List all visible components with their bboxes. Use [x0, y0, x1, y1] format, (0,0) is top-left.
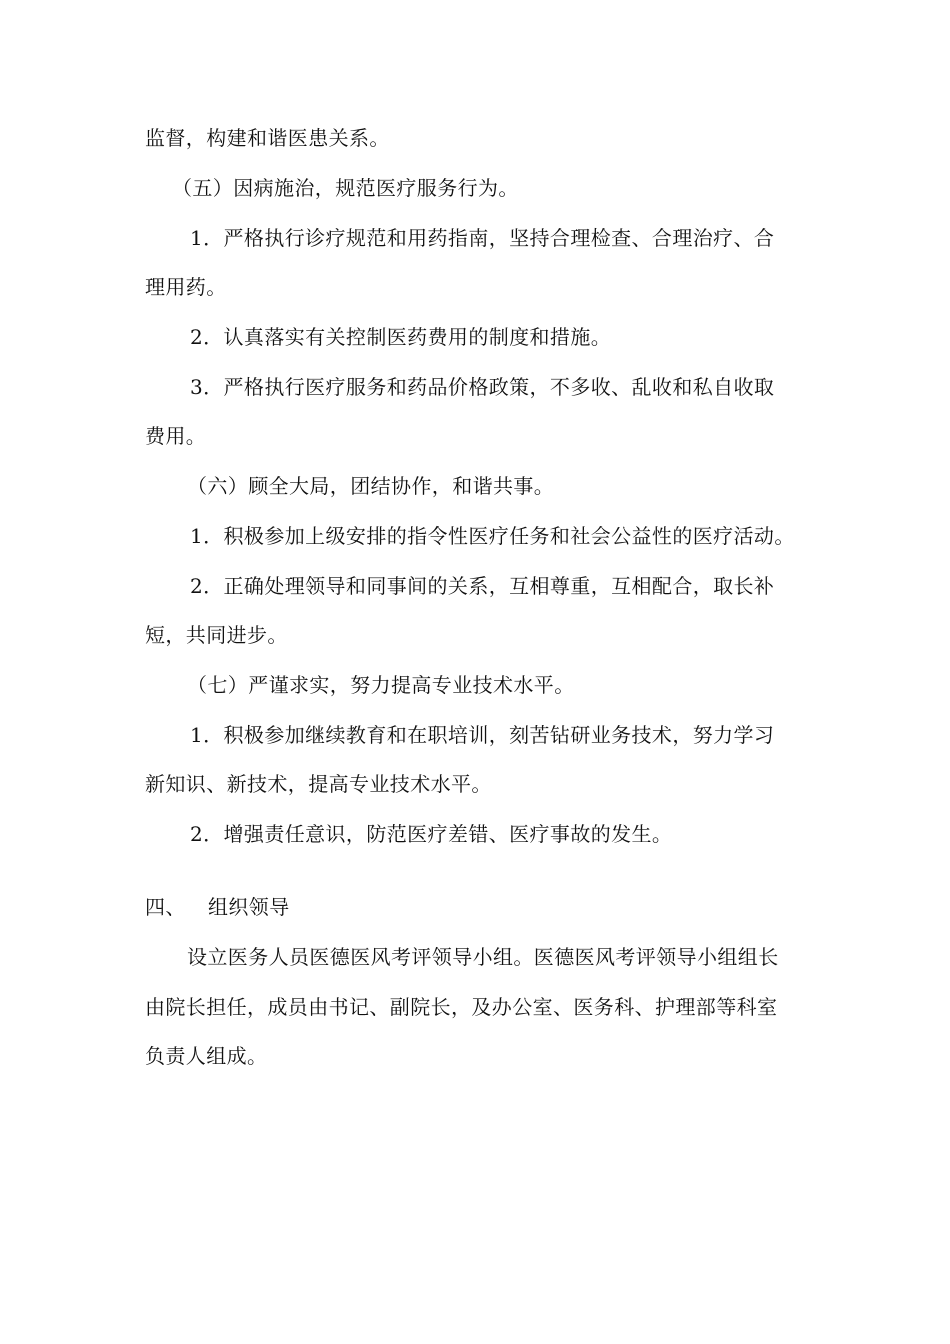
list-item-continuation: 理用药。 [145, 275, 227, 299]
section-heading: （五）因病施治，规范医疗服务行为。 [172, 176, 519, 200]
paragraph-line: 监督，构建和谐医患关系。 [145, 126, 390, 150]
list-item-line: 1．严格执行诊疗规范和用药指南，坚持合理检查、合理治疗、合 [190, 226, 775, 250]
paragraph-line: 由院长担任，成员由书记、副院长，及办公室、医务科、护理部等科室 [145, 995, 778, 1019]
list-item-continuation: 新知识、新技术，提高专业技术水平。 [145, 772, 492, 796]
list-item-line: 2．认真落实有关控制医药费用的制度和措施。 [190, 325, 612, 349]
chapter-number: 四、 [145, 895, 186, 919]
list-item-line: 1．积极参加上级安排的指令性医疗任务和社会公益性的医疗活动。 [190, 524, 795, 548]
list-item-continuation: 短，共同进步。 [145, 623, 288, 647]
paragraph-line: 负责人组成。 [145, 1044, 268, 1068]
list-item-line: 2．正确处理领导和同事间的关系，互相尊重，互相配合，取长补 [190, 574, 775, 598]
list-item-line: 3．严格执行医疗服务和药品价格政策，不多收、乱收和私自收取 [190, 375, 775, 399]
chapter-title: 组织领导 [208, 895, 290, 919]
paragraph-line: 设立医务人员医德医风考评领导小组。医德医风考评领导小组组长 [187, 945, 779, 969]
list-item-line: 2．增强责任意识，防范医疗差错、医疗事故的发生。 [190, 822, 673, 846]
list-item-continuation: 费用。 [145, 424, 207, 448]
list-item-line: 1．积极参加继续教育和在职培训，刻苦钻研业务技术，努力学习 [190, 723, 775, 747]
section-heading: （七）严谨求实，努力提高专业技术水平。 [187, 673, 575, 697]
section-heading: （六）顾全大局，团结协作，和谐共事。 [187, 474, 555, 498]
